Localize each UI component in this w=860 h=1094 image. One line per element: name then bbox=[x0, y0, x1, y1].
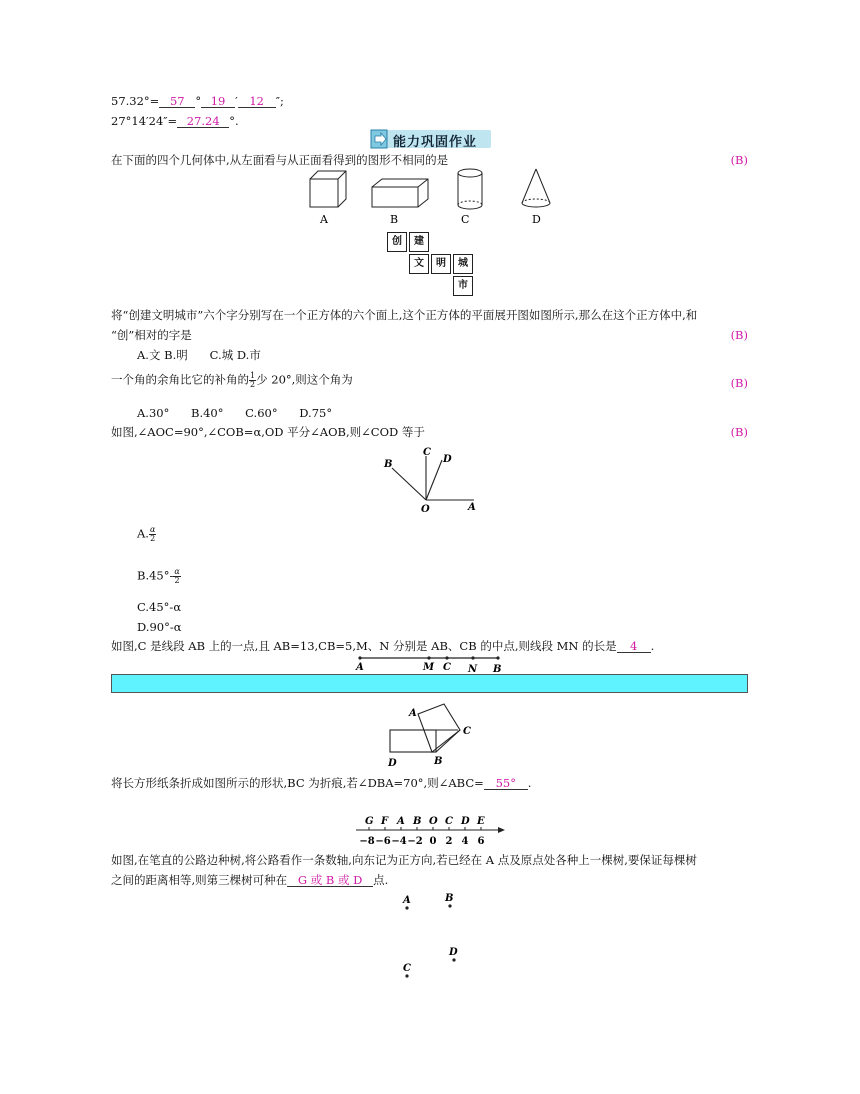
text: 少 20°,则这个角为 bbox=[256, 372, 353, 387]
text: 将长方形纸条折成如图所示的形状,BC 为折痕,若∠DBA=70°,则∠ABC= bbox=[111, 776, 484, 790]
text: . bbox=[527, 776, 532, 790]
net-cell: 建 bbox=[409, 232, 429, 252]
q3-answer bbox=[731, 376, 748, 390]
segment-figure bbox=[352, 653, 512, 673]
points-figure bbox=[396, 890, 466, 982]
q3-text bbox=[111, 372, 353, 389]
label-m: M bbox=[423, 662, 435, 673]
q2-text-line1: 将“创建文明城市”六个字分别写在一个正方体的六个面上,这个正方体的平面展开图如图所示,那么在这个正方体中,和 bbox=[111, 308, 698, 322]
text: 27°14′24″= bbox=[111, 114, 178, 128]
cone-solid bbox=[522, 169, 550, 207]
text: ′ bbox=[235, 94, 238, 108]
label-c: C bbox=[403, 963, 411, 974]
q1-text: 在下面的四个几何体中,从左面看与从正面看得到的图形不相同的是 bbox=[111, 153, 449, 167]
axis-number: 0 bbox=[429, 836, 437, 847]
answer: (B) bbox=[730, 425, 748, 439]
option: B.40° bbox=[191, 406, 224, 420]
text: 57.32°= bbox=[111, 94, 160, 108]
label-a: A bbox=[409, 708, 417, 719]
option: A.30° bbox=[137, 406, 170, 420]
label-a: A bbox=[403, 895, 411, 906]
text: ° bbox=[195, 94, 202, 108]
label-c: C bbox=[423, 447, 431, 458]
label-b: B bbox=[434, 756, 443, 767]
net-cell: 明 bbox=[431, 254, 451, 274]
text: °. bbox=[229, 114, 239, 128]
axis-number: −2 bbox=[407, 836, 423, 847]
answer-blank: 57 bbox=[159, 95, 195, 108]
axis-number: −6 bbox=[375, 836, 391, 847]
label-d: D bbox=[443, 454, 452, 465]
text: . bbox=[650, 639, 655, 653]
label-a: A bbox=[468, 502, 476, 513]
text: B.45°- bbox=[137, 568, 174, 583]
axis-letter: F bbox=[381, 816, 389, 827]
axis-number: 2 bbox=[445, 836, 453, 847]
arrow-icon bbox=[369, 128, 391, 150]
q4-option-a bbox=[137, 526, 156, 543]
label-o: O bbox=[421, 504, 430, 515]
answer: (B) bbox=[730, 153, 748, 167]
axis-letter: A bbox=[397, 816, 405, 827]
axis-letter: O bbox=[429, 816, 438, 827]
highlight-bar bbox=[111, 674, 748, 693]
net-cell: 城 bbox=[453, 254, 473, 274]
axis-letter: E bbox=[477, 816, 485, 827]
q4-option-b bbox=[137, 568, 181, 585]
text: 点. bbox=[373, 873, 389, 887]
q6-text bbox=[111, 776, 531, 790]
label-a: A bbox=[320, 213, 328, 226]
label-d: D bbox=[388, 758, 397, 769]
text: A. bbox=[137, 526, 149, 541]
answer-blank: 27.24 bbox=[177, 115, 229, 128]
fraction bbox=[149, 526, 156, 543]
top-line-1 bbox=[111, 94, 284, 108]
q2-options: A.文 B.明 C.城 D.市 bbox=[137, 348, 261, 362]
q4-option-d: D.90°-α bbox=[137, 620, 182, 634]
label-c: C bbox=[463, 726, 471, 737]
fraction bbox=[173, 568, 180, 585]
cube-solid bbox=[310, 171, 346, 207]
axis-letter: C bbox=[445, 816, 453, 827]
axis-letter: D bbox=[461, 816, 470, 827]
fraction-num: α bbox=[149, 525, 156, 534]
angle-figure bbox=[378, 444, 488, 516]
q7-text-line1: 如图,在笔直的公路边种树,将公路看作一条数轴,向东记为正方向,若已经在 A 点及原点处各种上一棵树,要保证每棵树 bbox=[111, 853, 697, 867]
q4-text: 如图,∠AOC=90°,∠COB=α,OD 平分∠AOB,则∠COD 等于 bbox=[111, 425, 425, 439]
number-line-figure bbox=[352, 812, 508, 848]
label-b: B bbox=[445, 893, 454, 904]
section-banner bbox=[369, 128, 493, 150]
fraction-num: 1 bbox=[250, 371, 256, 380]
axis-letter: B bbox=[413, 816, 422, 827]
answer-blank: 55° bbox=[484, 777, 528, 790]
answer-blank: 4 bbox=[617, 640, 651, 653]
q3-options bbox=[137, 406, 332, 420]
q1-solids-figure bbox=[300, 165, 570, 227]
label-c: C bbox=[461, 213, 470, 226]
fraction-den: 2 bbox=[150, 534, 156, 543]
label-b: B bbox=[384, 459, 393, 470]
answer-blank: 12 bbox=[238, 95, 276, 108]
axis-number: −8 bbox=[359, 836, 375, 847]
banner-title: 能力巩固作业 bbox=[393, 135, 478, 150]
fraction-den: 2 bbox=[250, 380, 256, 389]
label-b: B bbox=[390, 213, 399, 226]
q4-option-c: C.45°-α bbox=[137, 600, 182, 614]
option: C.60° bbox=[245, 406, 278, 420]
axis-letter: G bbox=[365, 816, 374, 827]
text: ″; bbox=[275, 94, 284, 108]
cuboid-solid bbox=[372, 179, 428, 207]
q7-text-line2 bbox=[111, 873, 388, 887]
net-cell: 市 bbox=[453, 276, 473, 296]
label-d: D bbox=[449, 947, 458, 958]
axis-number: −4 bbox=[391, 836, 407, 847]
text: 如图,C 是线段 AB 上的一点,且 AB=13,CB=5,M、N 分别是 AB、CB 的中点,则线段 MN 的长是 bbox=[111, 639, 617, 653]
top-line-2 bbox=[111, 114, 239, 128]
answer: (B) bbox=[730, 376, 748, 390]
label-a: A bbox=[356, 662, 364, 673]
folded-strip-figure bbox=[384, 700, 484, 770]
fraction-num: α bbox=[174, 567, 180, 576]
net-cell: 文 bbox=[409, 254, 429, 274]
label-c: C bbox=[443, 662, 451, 673]
answer-blank: 19 bbox=[201, 95, 235, 108]
axis-number: 6 bbox=[477, 836, 485, 847]
q2-text-line2: “创”相对的字是 bbox=[111, 328, 192, 342]
option: D.75° bbox=[299, 406, 333, 420]
cylinder-solid bbox=[458, 169, 482, 209]
label-n: N bbox=[468, 664, 478, 673]
text: 之间的距离相等,则第三棵树可种在 bbox=[111, 873, 288, 887]
label-b: B bbox=[493, 664, 502, 673]
q1-answer bbox=[731, 153, 748, 167]
answer: (B) bbox=[730, 328, 748, 342]
text: 一个角的余角比它的补角的 bbox=[111, 372, 249, 387]
fraction-den: 2 bbox=[174, 576, 180, 585]
q5-text bbox=[111, 639, 654, 653]
net-cell: 创 bbox=[387, 232, 407, 252]
q4-answer bbox=[731, 425, 748, 439]
axis-number: 4 bbox=[461, 836, 469, 847]
answer-blank: G 或 B 或 D bbox=[287, 874, 373, 887]
q2-answer bbox=[731, 328, 748, 342]
label-d: D bbox=[532, 213, 541, 226]
